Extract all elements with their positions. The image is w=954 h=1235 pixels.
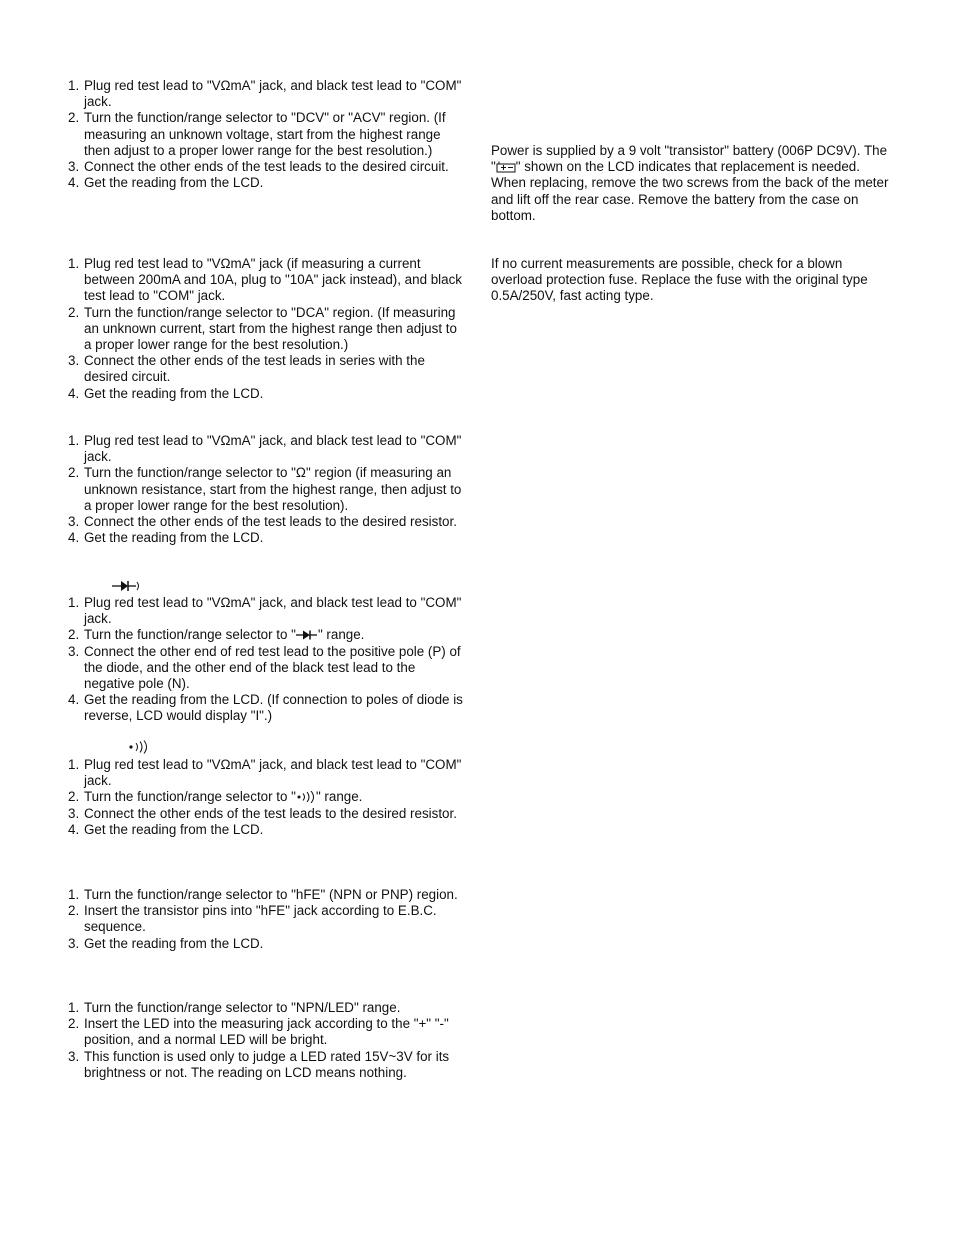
step-text-post: " range. bbox=[315, 789, 363, 805]
hfe-steps bbox=[68, 887, 464, 952]
list-item: 2. Turn the function/range selector to "DCA" region. (If measuring an unknown current, start from the highest range then adjust to a proper lower range for the best resolution.) bbox=[68, 304, 457, 353]
step-text: Turn the function/range selector to "NPN/LED" range. bbox=[84, 1000, 401, 1015]
battery-icon bbox=[496, 161, 516, 173]
list-item: 1. Plug red test lead to "VΩmA" jack, and black test lead to "COM" jack. bbox=[68, 78, 462, 110]
continuity-section bbox=[68, 757, 464, 838]
list-item: 3. This function is used only to judge a LED rated 15V~3V for its brightness or not. The reading on LCD means nothing. bbox=[68, 1048, 450, 1080]
step-text: Get the reading from the LCD. bbox=[84, 935, 264, 951]
list-item: 3. Connect the other ends of the test leads to the desired resistor. bbox=[68, 514, 457, 530]
step-text: Turn the function/range selector to "hFE" (NPN or PNP) region. bbox=[84, 887, 458, 902]
battery-section bbox=[491, 143, 895, 224]
step-text: Plug red test lead to "VΩmA" jack, and black test lead to "COM" jack. bbox=[84, 757, 462, 789]
step-text: Get the reading from the LCD. bbox=[84, 385, 264, 401]
step-text: Plug red test lead to "VΩmA" jack (if measuring a current between 200mA and 10A, plug to "10A" jack instead), and black test lead to "COM" jack. bbox=[84, 256, 462, 304]
step-text: Insert the LED into the measuring jack according to the "+" "-" position, and a normal LED will be bright. bbox=[84, 1016, 449, 1048]
fuse-paragraph: If no current measurements are possible, check for a blown overload protection fuse. Replace the fuse with the original type 0.5A/250V, fast acting type. bbox=[491, 256, 868, 304]
list-item: 1. Plug red test lead to "VΩmA" jack, and black test lead to "COM" jack. bbox=[68, 595, 462, 627]
list-item: 2. Turn the function/range selector to "DCV" or "ACV" region. (If measuring an unknown voltage, start from the highest range then adjust to a proper lower range for the best resolution.) bbox=[68, 110, 446, 158]
list-item: 3. Connect the other ends of the test leads to the desired resistor. bbox=[68, 805, 457, 821]
list-item: 2. Insert the LED into the measuring jack according to the "+" "-" position, and a normal LED will be bright. bbox=[68, 1016, 449, 1048]
list-item: 4. Get the reading from the LCD. (If connection to poles of diode is reverse, LCD would display "I".) bbox=[68, 692, 463, 724]
list-item: 1. Turn the function/range selector to "NPN/LED" range. bbox=[68, 1000, 401, 1015]
dc-current-section bbox=[68, 256, 464, 402]
continuity-sound-icon bbox=[296, 791, 316, 803]
step-text-post: " range. bbox=[317, 627, 365, 643]
list-item: 4. Get the reading from the LCD. bbox=[68, 385, 264, 401]
resistance-steps bbox=[68, 433, 464, 546]
step-text-pre: Turn the function/range selector to " bbox=[84, 627, 296, 643]
step-text: Get the reading from the LCD. (If connection to poles of diode is reverse, LCD would display "I".) bbox=[84, 692, 463, 724]
step-text: Connect the other ends of the test leads to the desired resistor. bbox=[84, 805, 457, 821]
led-section bbox=[68, 1000, 464, 1081]
step-text: Connect the other ends of the test leads to the desired circuit. bbox=[84, 159, 449, 175]
dc-ac-voltage-steps bbox=[68, 78, 464, 191]
battery-paragraph: Power is supplied by a 9 volt "transistor" battery (006P DC9V). The " " shown on the LCD indicates that replacement is needed. When replacing, remove the two screws from the back of the meter and lift off the rear case. Remove the battery from the case on bottom. bbox=[491, 143, 889, 223]
step-text: Plug red test lead to "VΩmA" jack, and black test lead to "COM" jack. bbox=[84, 78, 462, 110]
diode-icon bbox=[112, 579, 140, 593]
step-text: Connect the other ends of the test leads in series with the desired circuit. bbox=[84, 353, 425, 385]
dc-current-steps bbox=[68, 256, 464, 402]
diode-icon bbox=[296, 629, 318, 641]
list-item: 1. Turn the function/range selector to "hFE" (NPN or PNP) region. bbox=[68, 887, 458, 902]
step-text: Connect the other end of red test lead to the positive pole (P) of the diode, and the other end of the black test lead to the negative pole (N). bbox=[84, 643, 461, 692]
list-item: 2. Turn the function/range selector to "Ω" region (if measuring an unknown resistance, start from the highest range, then adjust to a proper lower range for the best resolution). bbox=[68, 465, 462, 513]
list-item: 4. Get the reading from the LCD. bbox=[68, 821, 264, 837]
step-text: Turn the function/range selector to "Ω" region (if measuring an unknown resistance, start from the highest range, then adjust to a proper lower range for the best resolution). bbox=[84, 465, 462, 513]
step-text: This function is used only to judge a LED rated 15V~3V for its brightness or not. The reading on LCD means nothing. bbox=[84, 1048, 450, 1080]
resistance-section bbox=[68, 433, 464, 546]
list-item: 3. Connect the other ends of the test leads in series with the desired circuit. bbox=[68, 353, 425, 385]
continuity-sound-icon bbox=[128, 740, 150, 754]
diode-steps bbox=[68, 595, 464, 725]
led-steps bbox=[68, 1000, 464, 1081]
hfe-section bbox=[68, 887, 464, 952]
list-item: 4. Get the reading from the LCD. bbox=[68, 175, 264, 191]
step-text: Get the reading from the LCD. bbox=[84, 821, 264, 837]
fuse-section bbox=[491, 256, 895, 305]
step-text: Turn the function/range selector to "DCA" region. (If measuring an unknown current, start from the highest range then adjust to a proper lower range for the best resolution.) bbox=[84, 304, 457, 353]
list-item: 2. Insert the transistor pins into "hFE" jack according to E.B.C. sequence. bbox=[68, 903, 437, 935]
step-text: Insert the transistor pins into "hFE" jack according to E.B.C. sequence. bbox=[84, 903, 437, 935]
step-text: Get the reading from the LCD. bbox=[84, 530, 264, 546]
step-text-pre: Turn the function/range selector to " bbox=[84, 789, 296, 805]
list-item: 1. Plug red test lead to "VΩmA" jack (if measuring a current between 200mA and 10A, plug to "10A" jack instead), and black test lead to "COM" jack. bbox=[68, 256, 462, 304]
step-text: Turn the function/range selector to "DCV" or "ACV" region. (If measuring an unknown voltage, start from the highest range then adjust to a proper lower range for the best resolution.) bbox=[84, 110, 446, 158]
dc-ac-voltage-section bbox=[68, 78, 464, 191]
list-item: 2. Turn the function/range selector to " " range. bbox=[68, 789, 363, 805]
step-text: Get the reading from the LCD. bbox=[84, 175, 264, 191]
list-item: 2. Turn the function/range selector to " " range. bbox=[68, 627, 365, 643]
list-item: 3. Connect the other end of red test lead to the positive pole (P) of the diode, and the other end of the black test lead to the negative pole (N). bbox=[68, 643, 461, 692]
step-text: Connect the other ends of the test leads to the desired resistor. bbox=[84, 514, 457, 530]
step-text: Plug red test lead to "VΩmA" jack, and black test lead to "COM" jack. bbox=[84, 595, 462, 627]
step-text: Plug red test lead to "VΩmA" jack, and black test lead to "COM" jack. bbox=[84, 433, 462, 465]
continuity-steps bbox=[68, 757, 464, 838]
list-item: 3. Connect the other ends of the test leads to the desired circuit. bbox=[68, 159, 449, 175]
diode-section bbox=[68, 595, 464, 725]
list-item: 1. Plug red test lead to "VΩmA" jack, and black test lead to "COM" jack. bbox=[68, 757, 462, 789]
list-item: 4. Get the reading from the LCD. bbox=[68, 530, 264, 546]
list-item: 3. Get the reading from the LCD. bbox=[68, 935, 264, 951]
list-item: 1. Plug red test lead to "VΩmA" jack, and black test lead to "COM" jack. bbox=[68, 433, 462, 465]
